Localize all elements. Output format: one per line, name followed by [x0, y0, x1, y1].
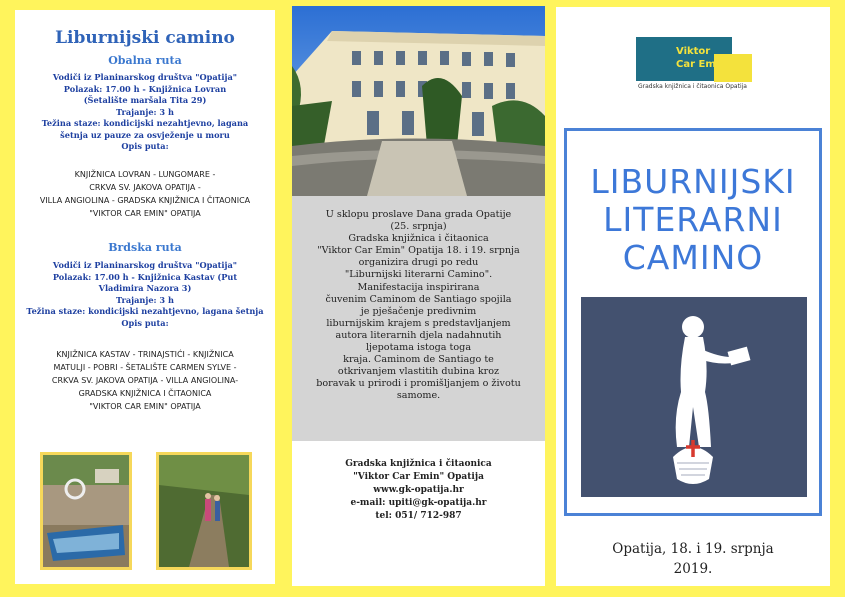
text-line: je pješačenje predivnim: [360, 305, 477, 317]
right-panel: [556, 7, 830, 586]
text-line: organizira drugi po redu: [358, 257, 479, 269]
route-line: KNJIŽNICA KASTAV - TRINAJSTIĆI - KNJIŽNICA: [56, 350, 234, 359]
main-title: [556, 163, 830, 277]
contact-line: "Viktor Car Emin" Opatija: [353, 472, 484, 482]
hikers-photo-image: [159, 455, 249, 567]
year-line: 2019.: [673, 561, 713, 577]
route-line: CRKVA SV. JAKOVA OPATIJA -: [89, 183, 201, 192]
logo-text-line1: Viktor: [676, 46, 711, 57]
text-line: liburnijskim krajem s predstavljanjem: [326, 317, 511, 329]
title-line: LITERARNI: [603, 200, 783, 239]
text-line: boravak u prirodi i promišljanjem o životu: [316, 378, 521, 390]
text-line: Manifestacija inspirirana: [357, 281, 480, 293]
route-line: MATULJI - POBRI - ŠETALIŠTE CARMEN SYLVE -: [53, 363, 237, 372]
info-line: Trajanje: 3 h: [116, 294, 174, 305]
text-line: U sklopu proslave Dana grada Opatije: [325, 209, 512, 220]
text-line: "Liburnijski literarni Camino".: [344, 269, 493, 281]
text-line: otkrivanjem vlastitih dubina kroz: [337, 366, 500, 378]
text-line: samome.: [396, 390, 441, 402]
info-line: Vodiči iz Planinarskog društva "Opatija": [52, 72, 238, 82]
middle-panel: [292, 6, 545, 586]
info-line: Opis puta:: [121, 141, 169, 151]
text-line: čuvenim Caminom de Santiago spojila: [325, 293, 512, 305]
info-line: Vladimira Nazora 3): [98, 283, 192, 293]
event-description: [302, 209, 535, 403]
coastal-route-info: [23, 72, 267, 153]
logo-caption: Gradska knjižnica i čitaonica Opatija: [638, 83, 747, 90]
logo-text-line2: Car Emin: [676, 59, 727, 70]
text-line: kraja. Caminom de Santiago te: [343, 354, 494, 366]
route-line: CRKVA SV. JAKOVA OPATIJA - VILLA ANGIOLINA-: [51, 376, 239, 385]
info-line: Polazak: 17.00 h - Knjižnica Kastav (Put: [52, 271, 238, 282]
route-line: "VIKTOR CAR EMIN" OPATIJA: [89, 209, 201, 218]
phone-number: tel: 051/ 712-987: [375, 511, 462, 521]
info-line: Opis puta:: [121, 317, 169, 328]
info-line: (Šetalište maršala Tita 29): [83, 95, 207, 105]
title-line: CAMINO: [622, 238, 764, 277]
statue-reader-illustration: [581, 297, 807, 497]
website-link[interactable]: www.gk-opatija.hr: [373, 485, 464, 495]
route-line: GRADSKA KNJIŽNICA I ČITAONICA: [78, 389, 212, 398]
info-line: Vodiči iz Planinarskog društva "Opatija": [52, 260, 238, 270]
info-line: Polazak: 17.00 h - Knjižnica Lovran: [63, 83, 227, 94]
text-line: autora literarnih djela nadahnutih: [335, 329, 502, 341]
left-panel: [15, 10, 275, 584]
coastal-route-heading: Obalna ruta: [108, 54, 182, 67]
route-line: "VIKTOR CAR EMIN" OPATIJA: [89, 402, 201, 411]
title-line: LIBURNIJSKI: [590, 162, 796, 201]
contact-line: Gradska knjižnica i čitaonica: [345, 459, 492, 469]
text-line: "Viktor Car Emin" Opatija 18. i 19. srpnja: [317, 245, 520, 257]
email-link[interactable]: e-mail: upiti@gk-opatija.hr: [350, 498, 487, 508]
text-line: ljepotama istoga toga: [365, 342, 472, 354]
event-date: [556, 539, 830, 579]
hikers-photo: [156, 452, 252, 570]
info-line: Trajanje: 3 h: [116, 106, 174, 117]
statue-panel: [581, 297, 807, 497]
route-line: KNJIŽNICA LOVRAN - LUNGOMARE -: [74, 170, 216, 179]
library-logo: [636, 37, 754, 97]
boat-photo: [40, 452, 132, 570]
city-route-description: [21, 348, 269, 413]
info-line: šetnja uz pauze za osvježenje u moru: [60, 129, 230, 140]
city-route-info: [23, 260, 267, 329]
date-line: Opatija, 18. i 19. srpnja: [612, 541, 774, 557]
contact-info: [302, 458, 535, 523]
text-line: (25. srpnja): [390, 221, 447, 233]
boat-photo-image: [43, 455, 129, 567]
text-line: Gradska knjižnica i čitaonica: [348, 233, 489, 245]
city-route-heading: Brdska ruta: [108, 241, 182, 254]
library-building-photo: [292, 6, 545, 196]
route-line: VILLA ANGIOLINA - GRADSKA KNJIŽNICA I ČITAONICA: [39, 196, 251, 205]
coastal-route-description: [21, 168, 269, 220]
info-line: Težina staze: kondicijski nezahtjevno, lagana: [41, 118, 249, 128]
panel-title: Liburnijski camino: [55, 28, 235, 48]
info-line: Težina staze: kondicijski nezahtjevno, lagana šetnja: [26, 306, 264, 316]
